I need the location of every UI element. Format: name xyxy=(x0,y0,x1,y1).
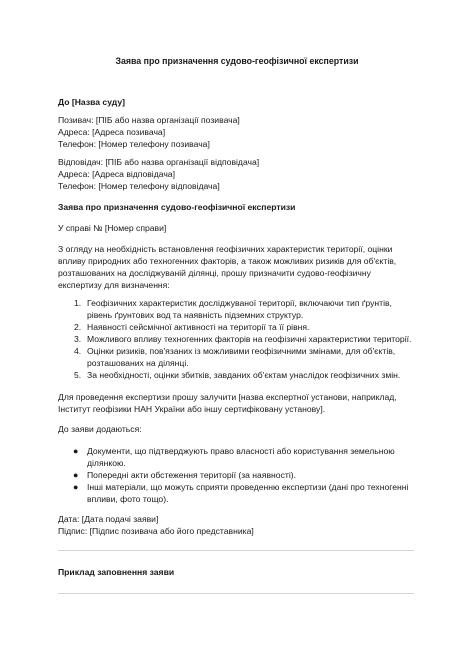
list-item xyxy=(58,481,428,505)
signature-line: Підпис: [Підпис позивача або його представника] xyxy=(58,526,254,536)
list-item xyxy=(58,469,428,481)
expertise-questions-list xyxy=(58,297,428,381)
list-item-line: ділянкою. xyxy=(87,458,126,468)
list-item-line: Інші матеріали, що можуть сприяти проведенню експертизи (дані про техногенні xyxy=(87,482,409,492)
expert-line: Інститут геофізики НАН України або іншу сертифіковану установу]. xyxy=(58,404,326,414)
defendant-name: Відповідач: [ПІБ або назва організації відповідача] xyxy=(58,157,260,167)
list-item-line: впливи, фото тощо). xyxy=(87,494,169,504)
intro-line: розташованих на досліджуваній ділянці, прошу призначити судово-геофізичну xyxy=(58,268,371,278)
bullet-icon: ● xyxy=(73,470,79,480)
list-item-number: 4. xyxy=(74,346,82,356)
attachments-list xyxy=(58,445,428,505)
expert-institution-paragraph xyxy=(58,391,428,415)
list-item-line: розташованих на ділянці. xyxy=(87,358,189,368)
court-addressee: До [Назва суду] xyxy=(58,97,125,107)
signature-block xyxy=(58,513,418,537)
plaintiff-block xyxy=(58,114,418,150)
defendant-phone: Телефон: [Номер телефону відповідача] xyxy=(58,181,220,191)
list-item-number: 5. xyxy=(74,370,82,380)
document-title: Заява про призначення судово-геофізичної експертизи xyxy=(115,56,359,66)
list-item-line: Можливого впливу техногенних факторів на геофізичні характеристики території. xyxy=(87,334,412,344)
defendant-address: Адреса: [Адреса відповідача] xyxy=(58,169,175,179)
example-title: Приклад заповнення заяви xyxy=(58,567,175,577)
list-item-line: Геофізичних характеристик досліджуваної території, включаючи тип ґрунтів, xyxy=(87,298,392,308)
list-item-line: Наявності сейсмічної активності на території та її рівня. xyxy=(87,322,310,332)
list-item-line: За необхідності, оцінки збитків, завданих об'єктам унаслідок геофізичних змін. xyxy=(87,370,401,380)
plaintiff-phone: Телефон: [Номер телефону позивача] xyxy=(58,139,210,149)
list-item-number: 3. xyxy=(74,334,82,344)
list-item-line: Оцінки ризиків, пов'язаних із можливими геофізичними змінами, для об'єктів, xyxy=(87,346,396,356)
list-item xyxy=(58,369,428,381)
bullet-icon: ● xyxy=(73,446,79,456)
date-line: Дата: [Дата подачі заяви] xyxy=(58,514,159,524)
section-title: Заява про призначення судово-геофізичної експертизи xyxy=(58,202,296,212)
expert-line: Для проведення експертизи прошу залучити [назва експертної установи, наприклад, xyxy=(58,392,397,402)
list-item-line: рівень ґрунтових вод та наявність підземних структур. xyxy=(87,310,304,320)
bullet-icon: ● xyxy=(73,482,79,492)
list-item xyxy=(58,445,428,469)
case-number-line: У справі № [Номер справи] xyxy=(58,223,167,233)
intro-line: впливу природних або техногенних факторів, а також можливих ризиків для об'єктів, xyxy=(58,256,397,266)
list-item xyxy=(58,321,428,333)
list-item xyxy=(58,345,428,369)
list-item xyxy=(58,297,428,321)
intro-line: З огляду на необхідність встановлення геофізичних характеристик території, оцінки xyxy=(58,244,393,254)
attachments-title: До заяви додаються: xyxy=(58,424,142,434)
list-item-line: Документи, що підтверджують право власності або користування земельною xyxy=(87,446,395,456)
intro-paragraph xyxy=(58,243,428,291)
list-item xyxy=(58,333,428,345)
intro-line: експертизу для визначення: xyxy=(58,280,170,290)
list-item-number: 2. xyxy=(74,322,82,332)
plaintiff-name: Позивач: [ПІБ або назва організації позивача] xyxy=(58,115,240,125)
divider xyxy=(58,593,414,594)
plaintiff-address: Адреса: [Адреса позивача] xyxy=(58,127,166,137)
defendant-block xyxy=(58,156,418,192)
list-item-number: 1. xyxy=(74,298,82,308)
divider xyxy=(58,550,414,551)
list-item-line: Попередні акти обстеження території (за наявності). xyxy=(87,470,296,480)
